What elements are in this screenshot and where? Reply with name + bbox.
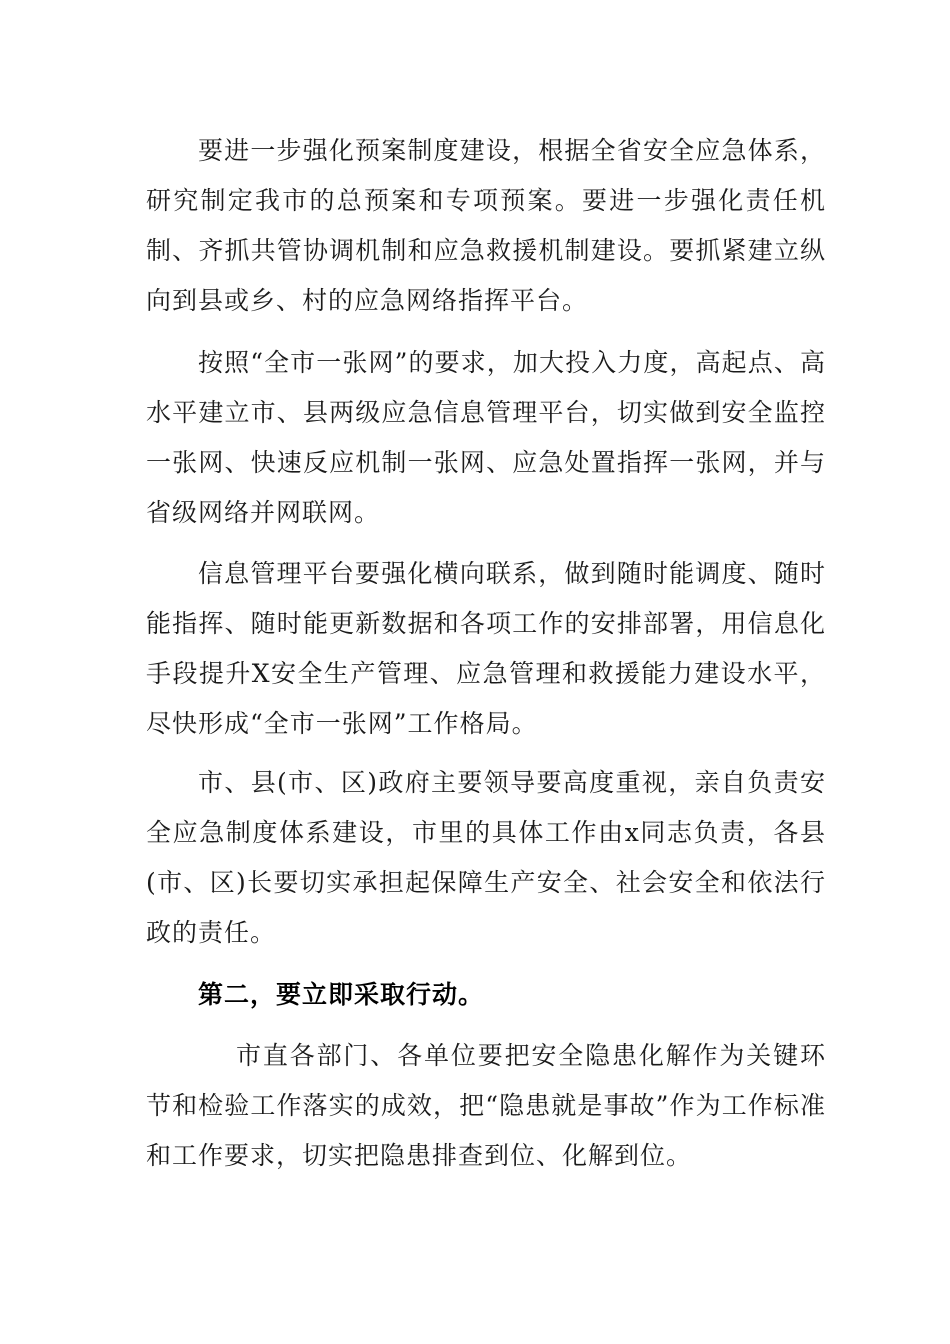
- paragraph-leadership-responsibility: 市、县(市、区)政府主要领导要高度重视，亲自负责安全应急制度体系建设，市里的具体工作由x同志负责，各县(市、区)长要切实承担起保障生产安全、社会安全和依法行政的责任。: [146, 768, 826, 947]
- paragraph-hazard-resolution: 市直各部门、各单位要把安全隐患化解作为关键环节和检验工作落实的成效，把“隐患就是事故”作为工作标准和工作要求，切实把隐患排查到位、化解到位。: [146, 1041, 826, 1170]
- section-heading: 第二，要立即采取行动。: [198, 980, 485, 1009]
- paragraph-one-network: 按照“全市一张网”的要求，加大投入力度，高起点、高水平建立市、县两级应急信息管理平台，切实做到安全监控一张网、快速反应机制一张网、应急处置指挥一张网，并与省级网络并网联网。: [146, 348, 826, 527]
- paragraph-contingency-plans: 要进一步强化预案制度建设，根据全省安全应急体系，研究制定我市的总预案和专项预案。要进一步强化责任机制、齐抓共管协调机制和应急救援机制建设。要抓紧建立纵向到县或乡、村的应急网络指挥平台。: [146, 136, 826, 315]
- paragraph-information-platform: 信息管理平台要强化横向联系，做到随时能调度、随时能指挥、随时能更新数据和各项工作的安排部署，用信息化手段提升X安全生产管理、应急管理和救援能力建设水平，尽快形成“全市一张网”工作格局。: [146, 559, 826, 738]
